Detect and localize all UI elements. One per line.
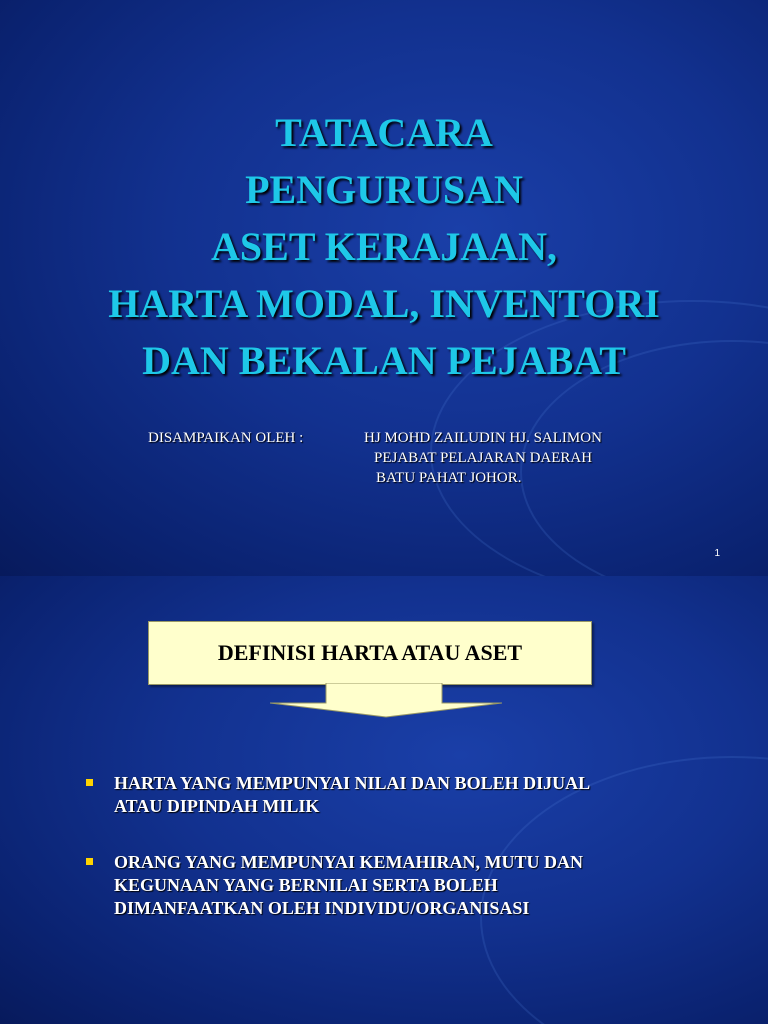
bullet-square-icon (86, 779, 93, 786)
definition-slide (0, 576, 768, 1024)
presenter-name: HJ MOHD ZAILUDIN HJ. SALIMON (364, 430, 602, 446)
bullet-item (86, 851, 706, 920)
bullet-list (86, 772, 706, 953)
definition-heading-box (148, 621, 592, 685)
bullet-line: KEGUNAAN YANG BERNILAI SERTA BOLEH (114, 875, 498, 895)
title-line: PENGURUSAN (245, 167, 523, 212)
presenter-office: PEJABAT PELAJARAN DAERAH (374, 450, 593, 466)
bullet-square-icon (86, 858, 93, 865)
title-line: DAN BEKALAN PEJABAT (142, 338, 626, 383)
bullet-line: DIMANFAATKAN OLEH INDIVIDU/ORGANISASI (114, 898, 530, 918)
presenter-label: DISAMPAIKAN OLEH : (148, 430, 304, 446)
title-line: TATACARA (275, 110, 493, 155)
bullet-line: HARTA YANG MEMPUNYAI NILAI DAN BOLEH DIJUAL (114, 773, 591, 793)
title-line: ASET KERAJAAN, (211, 224, 557, 269)
bullet-line: ATAU DIPINDAH MILIK (114, 796, 320, 816)
page-number: 1 (714, 548, 720, 559)
presenter-location: BATU PAHAT JOHOR. (376, 470, 522, 486)
presenter-info (148, 428, 602, 488)
title-line: HARTA MODAL, INVENTORI (108, 281, 660, 326)
definition-heading: DEFINISI HARTA ATAU ASET (217, 640, 523, 665)
bullet-item (86, 772, 706, 818)
bullet-line: ORANG YANG MEMPUNYAI KEMAHIRAN, MUTU DAN (114, 852, 583, 872)
slide-title (0, 104, 768, 389)
down-arrow-icon (270, 683, 502, 719)
